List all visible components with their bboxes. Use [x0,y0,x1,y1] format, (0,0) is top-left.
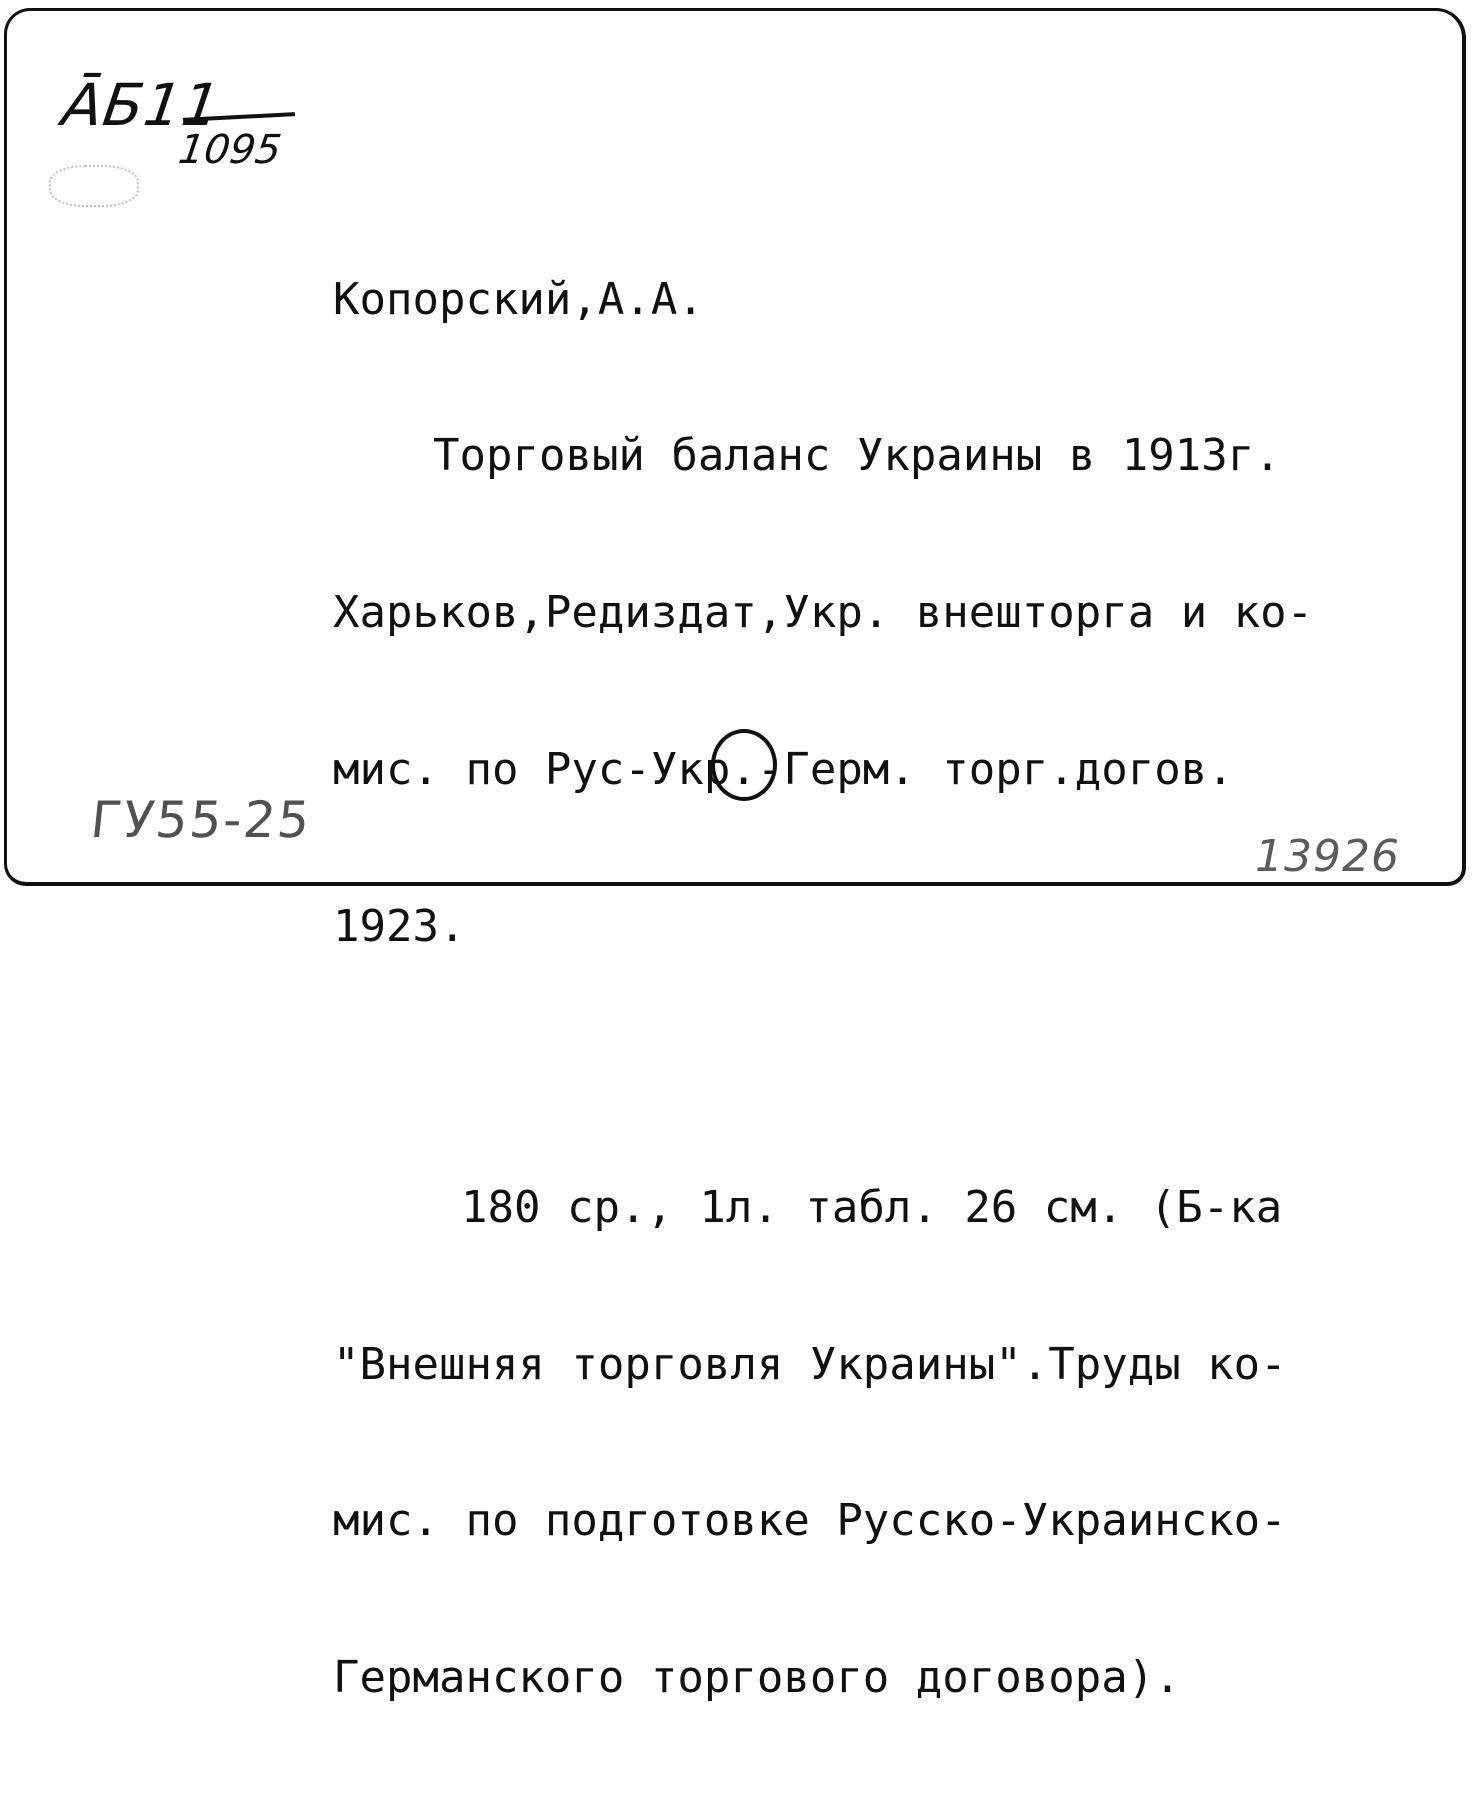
entry-series-line: "Внешняя торговля Украины".Труды ко- [333,1338,1287,1390]
card-punch-hole [711,729,777,801]
call-number-bottom: 1095 [175,127,285,173]
entry-collation: 180 ср., 1л. табл. 26 см. (Б-ка [461,1182,1283,1234]
call-number-top: ĀБ11 [58,71,226,139]
entry-imprint-line: мис. по Рус-Укр.-Герм. торг.догов. [333,743,1234,795]
entry-imprint-line: Харьков,Редиздат,Укр. внешторга и ко- [333,587,1314,639]
call-number [58,71,303,201]
inventory-number: 13926 [1255,831,1400,882]
entry-title: Торговый баланс Украины в 1913г. [433,430,1281,482]
entry-year: 1923. [333,900,466,952]
catalog-card [4,8,1466,1704]
entry-author: Копорский,А.А. [333,273,704,325]
shelf-stamp: ГУ55-25 [87,791,315,849]
entry-series-line: Германского торгового договора). [333,1652,1181,1704]
bibliographic-entry [333,169,1443,1794]
entry-series-line: мис. по подготовке Русско-Украинско- [333,1495,1287,1547]
